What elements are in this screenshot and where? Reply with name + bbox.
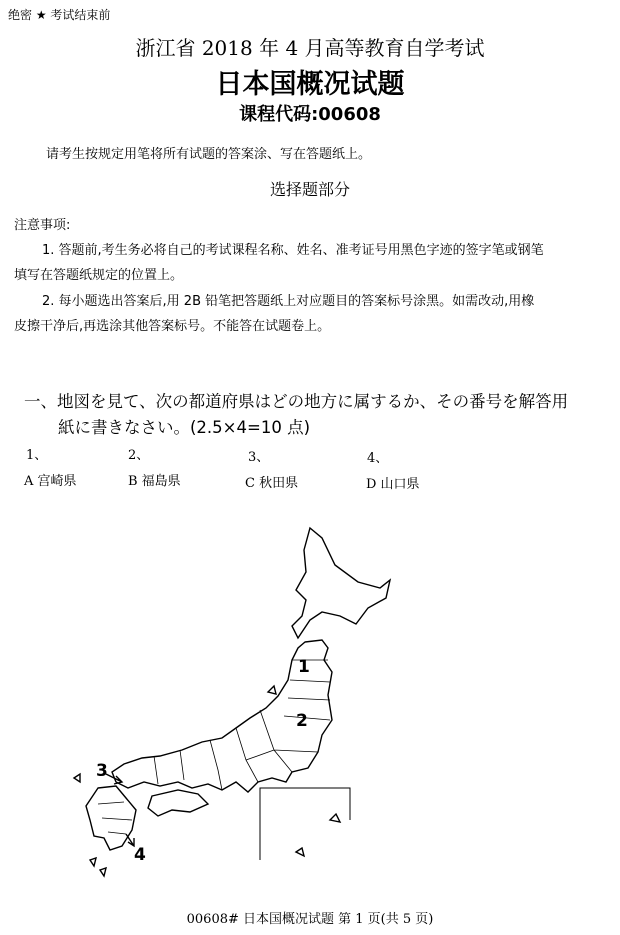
exam-title: 浙江省 2018 年 4 月高等教育自学考试 bbox=[135, 36, 485, 60]
blank-3: 3、 bbox=[248, 450, 270, 465]
sado-island bbox=[268, 686, 276, 694]
question-line2: 紙に書きなさい。(2.5×4=10 点) bbox=[58, 418, 311, 437]
kyushu-borders bbox=[98, 802, 132, 834]
note-1-line2: 填写在答题纸规定的位置上。 bbox=[14, 268, 184, 283]
blank-4: 4、 bbox=[367, 451, 389, 466]
note-2-line2: 皮擦干净后,再选涂其他答案标号。不能答在试题卷上。 bbox=[14, 319, 331, 334]
option-b: B 福島県 bbox=[128, 474, 181, 489]
map-label-1: 1 bbox=[298, 657, 310, 677]
section-title: 选择题部分 bbox=[269, 180, 350, 199]
note-2-line1: 2. 每小题选出答案后,用 2B 铅笔把答题纸上对应题目的答案标号涂黑。如需改动,用橡 bbox=[42, 294, 535, 309]
option-a: A 宫崎県 bbox=[24, 474, 77, 489]
note-1-line1: 1. 答题前,考生务必将自己的考试课程名称、姓名、准考证号用黑色字迹的签字笔或钢笔 bbox=[42, 243, 544, 258]
page-footer: 00608# 日本国概况试题 第 1 页(共 5 页) bbox=[186, 912, 434, 927]
okinawa-inset-border bbox=[260, 788, 350, 860]
subject-title: 日本国概况试题 bbox=[215, 69, 405, 100]
instruction: 请考生按规定用笔将所有试题的答案涂、写在答题纸上。 bbox=[46, 147, 372, 162]
notes-heading: 注意事项: bbox=[14, 218, 71, 233]
question-line1: 一、地図を見て、次の都道府県はどの地方に属するか、その番号を解答用 bbox=[24, 392, 569, 411]
japan-map bbox=[60, 520, 400, 890]
course-code: 课程代码:00608 bbox=[239, 104, 381, 125]
hokkaido bbox=[292, 528, 390, 638]
secrecy-label: 绝密 ★ 考试结束前 bbox=[8, 8, 111, 22]
option-c: C 秋田県 bbox=[245, 476, 299, 491]
blank-1: 1、 bbox=[26, 448, 48, 463]
map-label-4: 4 bbox=[134, 845, 146, 865]
map-label-3: 3 bbox=[96, 761, 108, 781]
islands bbox=[74, 774, 340, 876]
kyushu bbox=[86, 786, 136, 850]
blank-2: 2、 bbox=[128, 448, 150, 463]
shikoku bbox=[148, 790, 208, 816]
arrow-4 bbox=[126, 834, 134, 846]
map-label-2: 2 bbox=[296, 711, 308, 731]
option-d: D 山口県 bbox=[366, 477, 420, 492]
